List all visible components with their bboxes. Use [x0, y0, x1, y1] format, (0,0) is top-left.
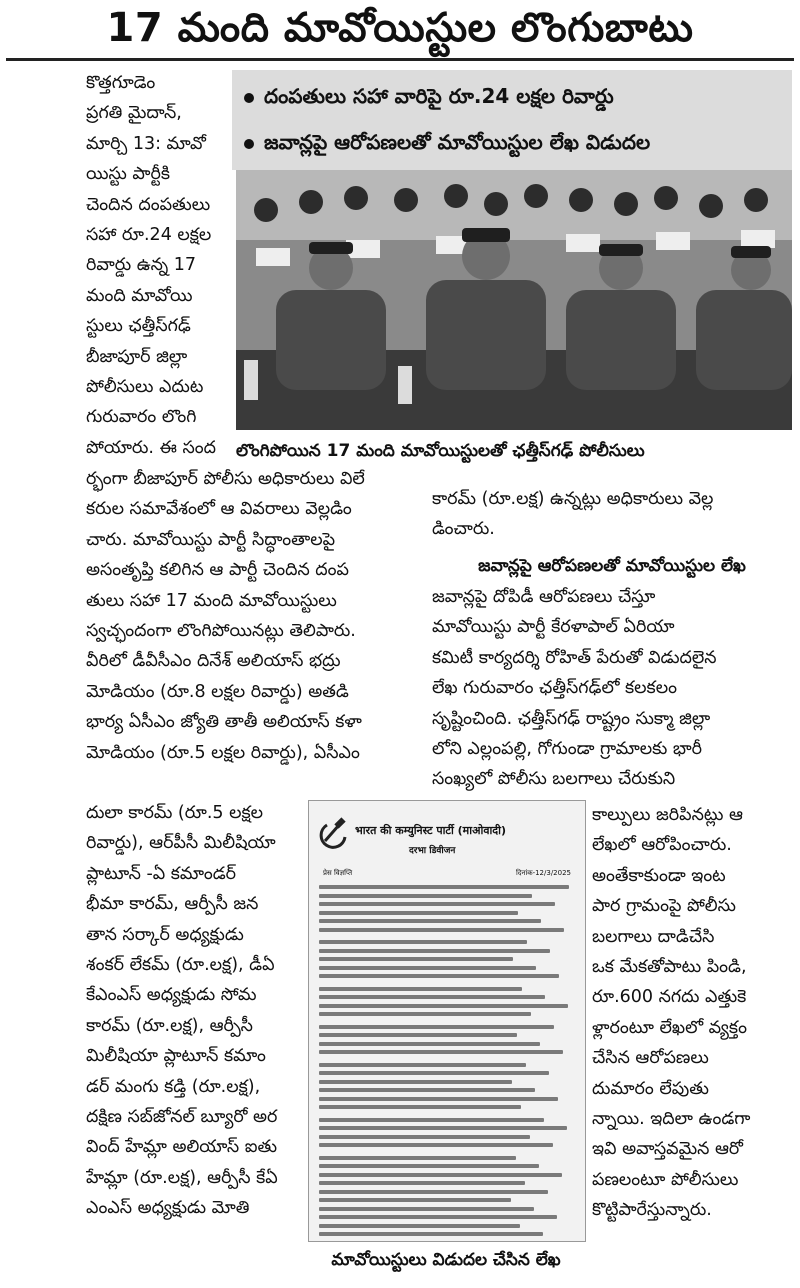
text-line: హేమ్లా (రూ.లక్ష), ఆర్పీసీ కేఏ: [86, 1167, 278, 1188]
text-line: డర్ మంగు కడ్తి (రూ.లక్ష),: [86, 1076, 261, 1097]
text-line: కమిటీ కార్యదర్శి రోహిత్ పేరుతో విడుదలైన: [432, 647, 717, 668]
letter-line: [319, 974, 559, 978]
letter-line: [319, 949, 550, 953]
text-line: సంఖ్యలో పోలీసు బలగాలు చేరుకుని: [432, 769, 676, 790]
letter-caption: మావోయిస్టులు విడుదల చేసిన లేఖ: [331, 1250, 561, 1270]
text-line: చారు. మావోయిస్టు పార్టీ సిద్ధాంతాలపై: [86, 529, 336, 550]
text-line: వీరిలో డీవీసీఎం దినేశ్ అలియాస్ భద్రు: [86, 651, 341, 672]
column-2-top: [432, 484, 792, 545]
text-line: కారమ్ (రూ.లక్ష), ఆర్పీసీ: [86, 1015, 253, 1036]
letter-line: [319, 1190, 548, 1194]
text-line: స్వచ్ఛందంగా లొంగిపోయినట్లు తెలిపారు.: [86, 620, 356, 641]
text-line: కేఎంఎస్ అధ్యక్షుడు సోమ: [86, 985, 257, 1006]
text-line: ప్లాటూన్ -ఏ కమాండర్: [86, 863, 237, 884]
text-line: అంతేకాకుండా ఇంట: [592, 865, 726, 886]
letter-division: दरभा डिवीजन: [409, 846, 456, 856]
column-1-bottom: [86, 798, 302, 1223]
text-line: పోయారు. ఈ సంద: [86, 437, 216, 458]
letter-line: [319, 1181, 525, 1185]
column-1-top: [86, 68, 232, 463]
text-line: లేఖలో ఆరోపించారు.: [592, 835, 732, 856]
text-line: బలగాలు దాడిచేసి: [592, 926, 715, 947]
letter-line: [319, 987, 522, 991]
letter-line: [319, 1232, 543, 1236]
letter-line: [319, 1004, 568, 1008]
text-line: పార గ్రామంపై పోలీసు: [592, 896, 736, 917]
letter-line: [319, 1135, 530, 1139]
text-line: రివార్డు ఉన్న 17: [86, 255, 196, 276]
text-line: బీజాపూర్ జిల్లా: [86, 346, 188, 367]
letter-line: [319, 1118, 544, 1122]
letter-line: [319, 1033, 517, 1037]
letter-line: [319, 1080, 512, 1084]
column-3: [592, 800, 792, 1225]
text-line: మార్చి 13: మావో: [86, 133, 206, 154]
bullet-dot-icon: [244, 93, 254, 103]
text-line: తులు సహా 17 మంది మావోయిస్టులు: [86, 590, 337, 611]
text-line: స్టులు ఛత్తీస్‌గఢ్: [86, 316, 191, 337]
text-line: మిలీషియా ప్లాటూన్ కమాం: [86, 1046, 266, 1067]
letter-line: [319, 902, 555, 906]
letter-party-name: भारत की कम्युनिस्ट पार्टी (माओवादी): [355, 824, 507, 837]
text-line: మావోయిస్టు పార్టీ కేరళాపాల్ ఏరియా: [432, 617, 675, 638]
sub-heading: జవాన్లపై ఆరోపణలతో మావోయిస్టుల లేఖ: [478, 556, 746, 576]
text-line: కొట్టిపారేస్తున్నారు.: [592, 1200, 712, 1221]
text-line: చేసిన ఆరోపణలు: [592, 1048, 709, 1069]
highlight-box: [232, 70, 792, 170]
column-1-middle: [86, 464, 426, 768]
column-2-middle: [432, 582, 792, 795]
letter-line: [319, 940, 527, 944]
letter-line: [319, 1143, 553, 1147]
text-line: పణలంటూ పోలీసులు: [592, 1169, 739, 1190]
group-photo-illustration: [236, 170, 792, 430]
letter-line: [319, 1097, 558, 1101]
text-line: లేఖ గురువారం ఛత్తీస్‌గఢ్‌లో కలకలం: [432, 678, 677, 699]
text-line: సహా రూ.24 లక్షల: [86, 224, 212, 245]
bullet-1-text: దంపతులు సహా వారిపై రూ.24 లక్షల రివార్డు: [264, 84, 614, 108]
letter-line: [319, 911, 518, 915]
letter-line: [319, 1224, 520, 1228]
letter-line: [319, 885, 569, 889]
maoist-letter-image: [308, 800, 586, 1242]
text-line: పోలీసులు ఎదుట: [86, 376, 204, 397]
text-line: మోడియం (రూ.8 లక్షల రివార్డు) అతడి: [86, 681, 349, 702]
letter-line: [319, 1012, 531, 1016]
text-line: గురువారం లొంగి: [86, 407, 197, 428]
letter-doc-type: प्रेस विज्ञप्ति: [323, 869, 353, 877]
text-line: న్నాయి. ఇదిలా ఉండగా: [592, 1108, 751, 1129]
text-line: ఎంఎస్ అధ్యక్షుడు మోతి: [86, 1198, 250, 1219]
text-line: కాల్పులు జరిపినట్లు ఆ: [592, 805, 743, 825]
text-line: దుమారం లేపుతు: [592, 1078, 709, 1099]
text-line: జవాన్లపై దోపిడీ ఆరోపణలు చేస్తూ: [432, 587, 656, 607]
text-line: దులా కారమ్ (రూ.5 లక్షల: [86, 803, 264, 823]
headline-rule: [6, 58, 794, 61]
text-line: లోని ఎల్లంపల్లి, గోగుండా గ్రామాలకు భారీ: [432, 738, 703, 759]
text-line: కరుల సమావేశంలో ఆ వివరాలు వెల్లడిం: [86, 499, 352, 520]
text-line: కొత్తగూడెం: [86, 73, 156, 93]
bullet-1: [244, 76, 790, 116]
letter-line: [319, 957, 513, 961]
hammer-sickle-icon: [317, 815, 351, 849]
letter-line: [319, 1025, 554, 1029]
text-line: మంది మావోయి: [86, 285, 193, 306]
press-photo: [236, 170, 792, 430]
letter-line: [319, 894, 532, 898]
text-line: ళ్లారంటూ లేఖలో వ్యక్తం: [592, 1017, 747, 1038]
letter-line: [319, 1156, 516, 1160]
letter-line: [319, 928, 564, 932]
bullet-2-text: జవాన్లపై ఆరోపణలతో మావోయిస్టుల లేఖ విడుదల: [264, 130, 651, 154]
letter-line: [319, 995, 545, 999]
text-line: దక్షిణ సబ్‌జోనల్ బ్యూరో అర: [86, 1106, 278, 1127]
text-line: తాన సర్కార్ అధ్యక్షుడు: [86, 924, 244, 945]
text-line: ర్భంగా బీజాపూర్ పోలీసు అధికారులు విలే: [86, 469, 365, 489]
text-line: భార్య ఏసీఎం జ్యోతి తాతీ అలియాస్ కళా: [86, 712, 362, 733]
text-line: ఇవి అవాస్తవమైన ఆరో: [592, 1139, 743, 1160]
text-line: చెందిన దంపతులు: [86, 194, 211, 215]
text-line: వింద్ హేమ్లా అలియాస్ ఐతు: [86, 1137, 278, 1158]
letter-line: [319, 919, 541, 923]
text-line: ఒక మేకతోపాటు పిండి,: [592, 956, 747, 977]
letter-date: दिनांक-12/3/2025: [515, 869, 571, 877]
letter-line: [319, 1207, 534, 1211]
letter-line: [319, 1063, 526, 1067]
text-line: మోడియం (రూ.5 లక్షల రివార్డు), ఏసీఎం: [86, 742, 360, 763]
text-line: రూ.600 నగదు ఎత్తుకె: [592, 987, 747, 1008]
letter-line: [319, 1164, 539, 1168]
text-line: సృష్టించింది. ఛత్తీస్‌గఢ్ రాష్ట్రం సుక్మా జిల్లా: [432, 708, 711, 729]
text-line: అసంతృప్తి కలిగిన ఆ పార్టీ చెందిన దంప: [86, 560, 349, 581]
letter-line: [319, 1215, 557, 1219]
text-line: యిస్టు పార్టీకి: [86, 164, 170, 185]
letter-line: [319, 1198, 511, 1202]
letter-line: [319, 1105, 521, 1109]
letter-line: [319, 1042, 540, 1046]
text-line: కారమ్ (రూ.లక్ష) ఉన్నట్లు అధికారులు వెల్ల: [432, 489, 714, 509]
bullet-2: [244, 122, 790, 162]
text-line: రివార్డు), ఆర్‌పీసీ మిలీషియా: [86, 833, 276, 854]
text-line: ప్రగతి మైదాన్,: [86, 103, 182, 124]
letter-line: [319, 966, 536, 970]
text-line: డించారు.: [432, 519, 495, 540]
photo-caption: లొంగిపోయిన 17 మంది మావోయిస్టులతో ఛత్తీస్‌గఢ్ పోలీసులు: [236, 441, 645, 461]
bullet-dot-icon: [244, 139, 254, 149]
text-line: భీమా కారమ్, ఆర్పీసీ జన: [86, 894, 259, 915]
text-line: శంకర్ లేకమ్ (రూ.లక్ష), డీఏ: [86, 954, 275, 975]
letter-line: [319, 1126, 567, 1130]
letter-line: [319, 1088, 535, 1092]
headline: 17 మంది మావోయిస్టుల లొంగుబాటు: [106, 5, 694, 51]
letter-line: [319, 1173, 562, 1177]
letter-line: [319, 1071, 549, 1075]
letter-line: [319, 1050, 563, 1054]
